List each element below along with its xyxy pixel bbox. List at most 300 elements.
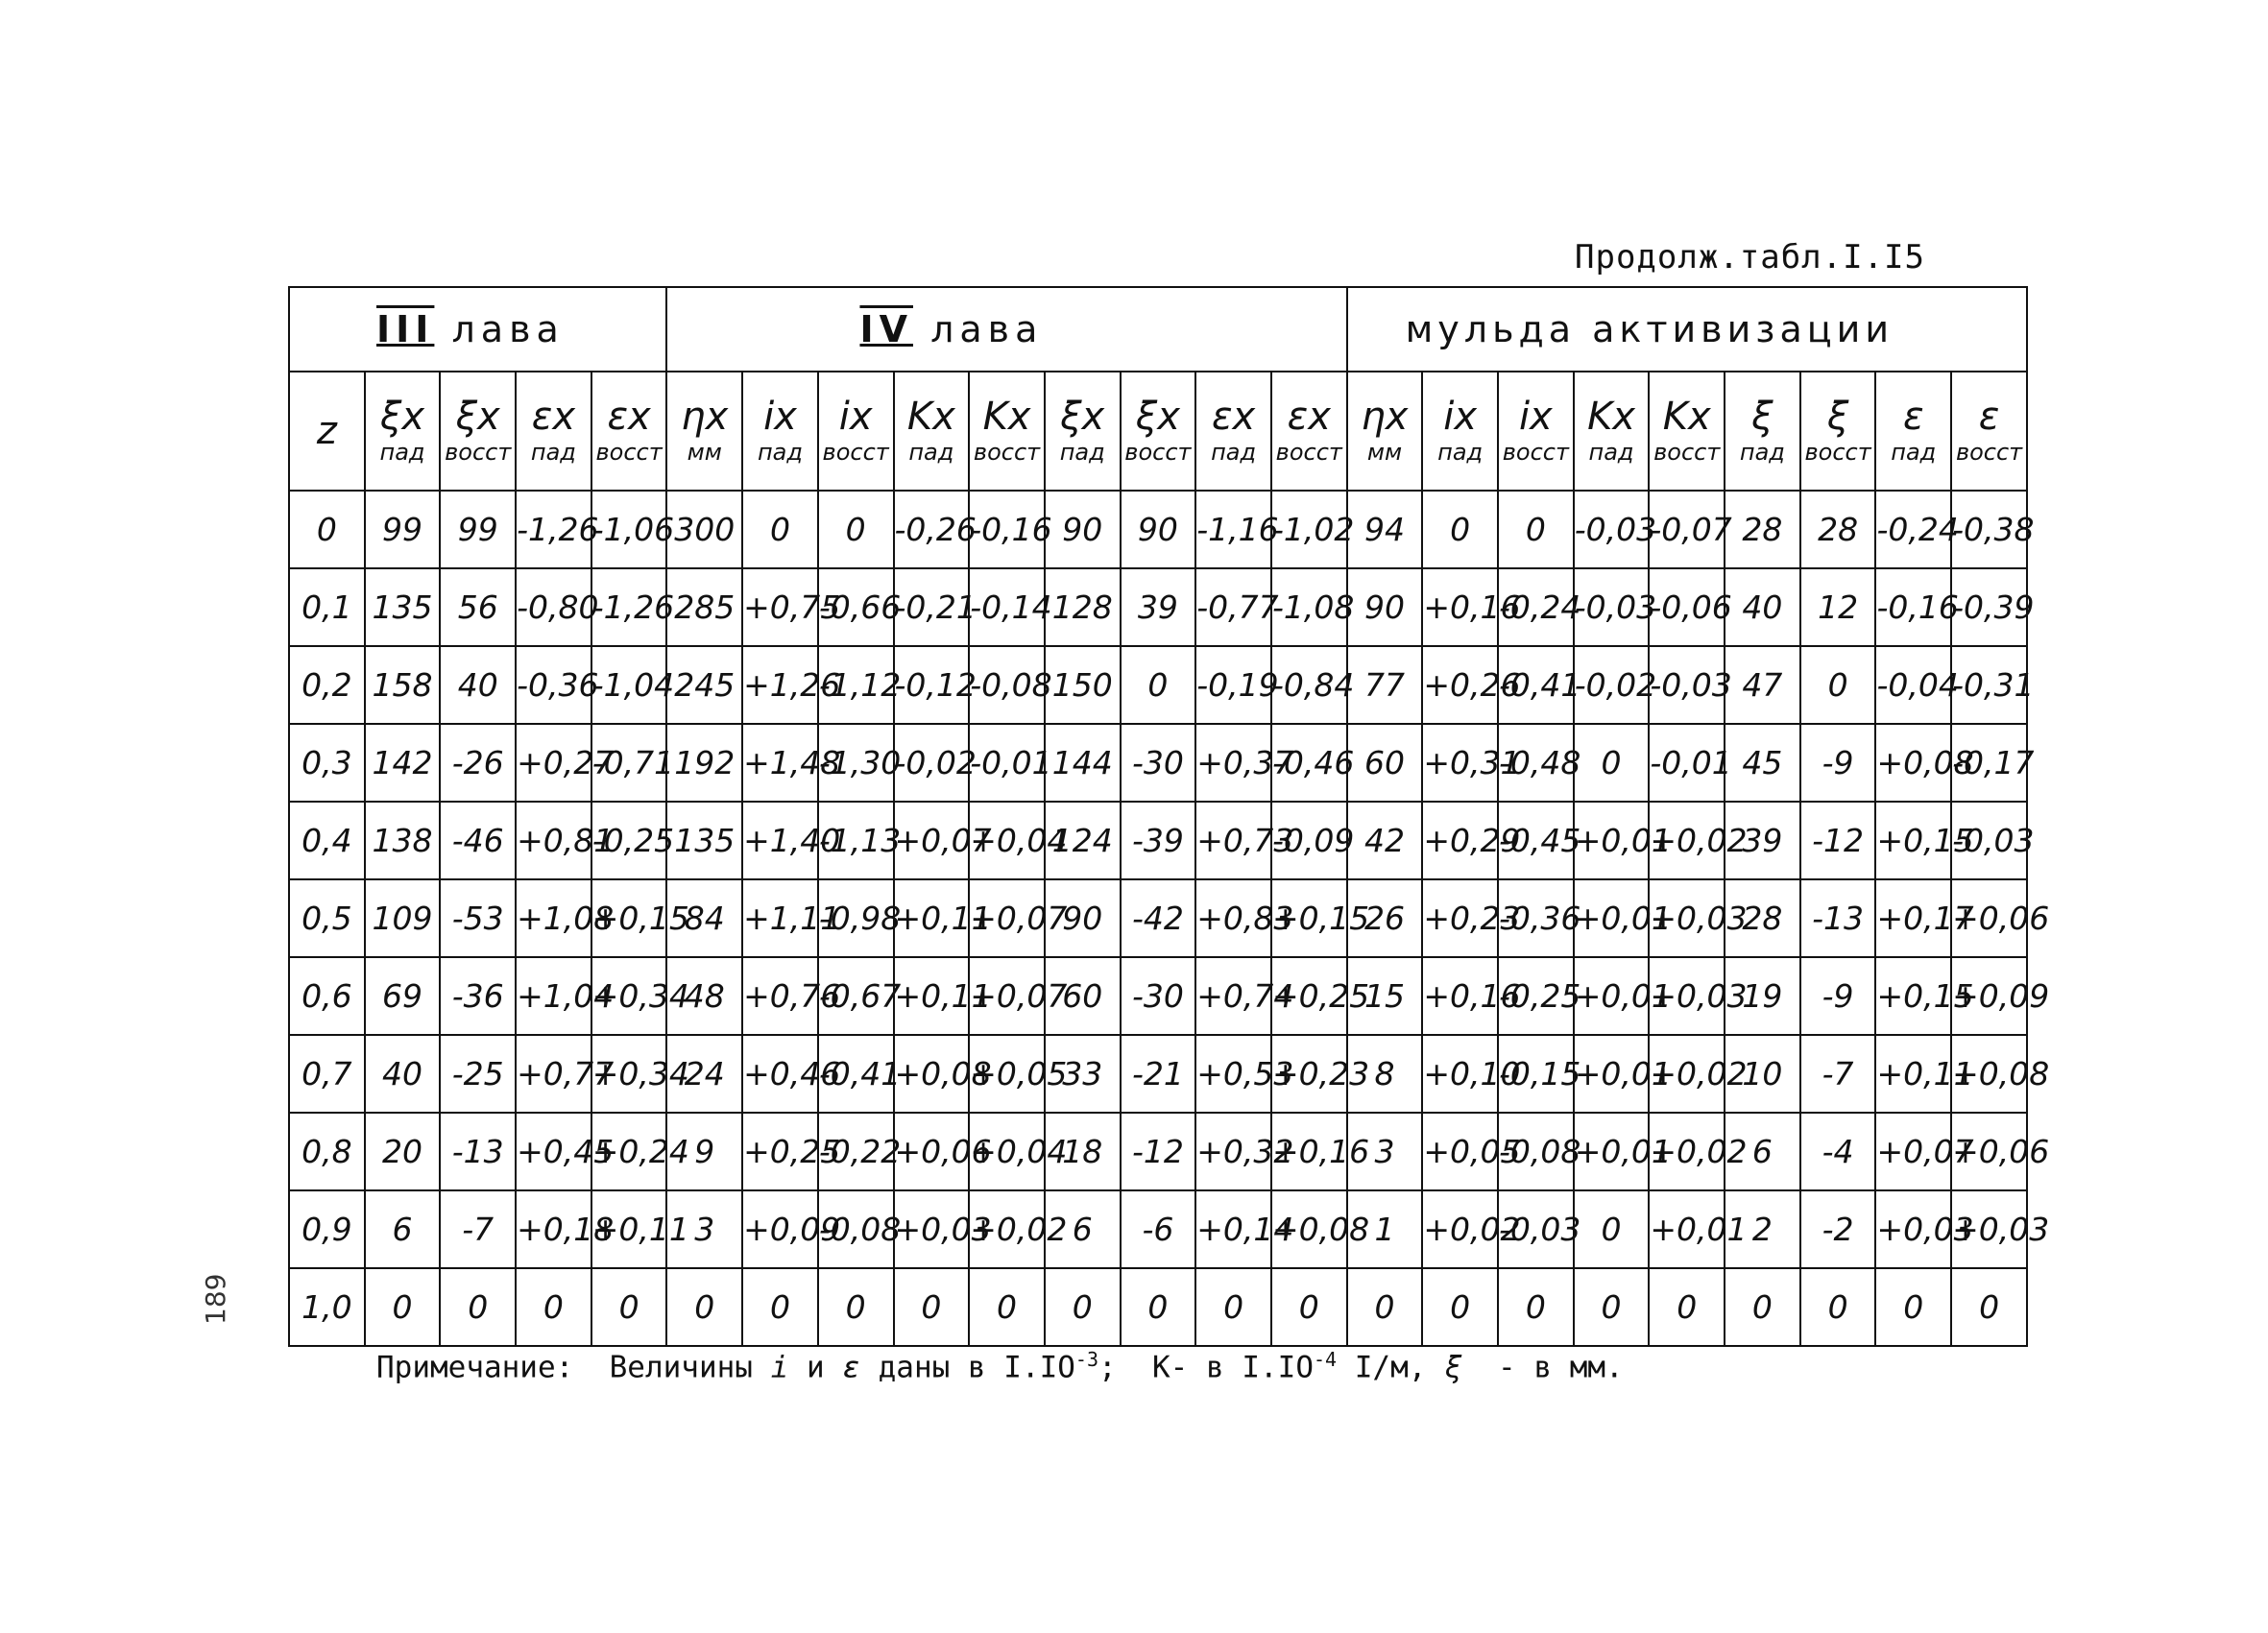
- table-cell: +0,07: [969, 879, 1045, 957]
- table-row: [289, 491, 2027, 568]
- column-symbol: Kx: [1587, 395, 1635, 439]
- table-cell: -36: [440, 957, 516, 1035]
- data-table: [288, 286, 2050, 1347]
- table-cell: +0,05: [1422, 1113, 1498, 1190]
- table-row: [289, 957, 2027, 1035]
- table-cell: +0,11: [591, 1190, 667, 1268]
- table-cell: +0,14: [1195, 1190, 1271, 1268]
- column-subscript: мм: [687, 439, 722, 466]
- column-header: [894, 372, 970, 491]
- table-cell: 150: [1045, 646, 1121, 724]
- table-cell: -0,04: [1875, 646, 1951, 724]
- table-cell: -0,22: [818, 1113, 894, 1190]
- table-cell: 0: [440, 1268, 516, 1346]
- table-cell: +0,53: [1195, 1035, 1271, 1113]
- table-cell: 24: [666, 1035, 742, 1113]
- table-cell: -30: [1121, 724, 1196, 802]
- table-cell: +0,04: [969, 1113, 1045, 1190]
- column-symbol: εx: [1287, 395, 1331, 439]
- table-cell: +0,24: [591, 1113, 667, 1190]
- table-cell: +0,01: [1574, 802, 1650, 879]
- column-symbol: ξ: [1826, 395, 1849, 439]
- column-symbol: z: [316, 409, 337, 453]
- table-row: [289, 802, 2027, 879]
- table-cell: -0,02: [894, 724, 970, 802]
- table-cell: 0: [1271, 1268, 1347, 1346]
- row-z-value: 0,2: [289, 646, 365, 724]
- column-subscript: восст: [1502, 439, 1569, 466]
- table-cell: -0,08: [969, 646, 1045, 724]
- table-cell: -0,45: [1498, 802, 1574, 879]
- table-cell: 0: [666, 1268, 742, 1346]
- table-cell: -12: [1121, 1113, 1196, 1190]
- table-cell: 90: [1121, 491, 1196, 568]
- column-subscript: восст: [1653, 439, 1721, 466]
- table-cell: +1,48: [742, 724, 818, 802]
- table-cell: 6: [365, 1190, 441, 1268]
- table-cell: -0,19: [1195, 646, 1271, 724]
- table-cell: -0,24: [1498, 568, 1574, 646]
- column-symbol: ξx: [455, 395, 500, 439]
- table-cell: +0,11: [894, 879, 970, 957]
- table-cell: 99: [365, 491, 441, 568]
- table-cell: 0: [894, 1268, 970, 1346]
- table-cell: +0,46: [742, 1035, 818, 1113]
- table-cell: +0,02: [1649, 1113, 1725, 1190]
- column-header: [818, 372, 894, 491]
- table-cell: -0,26: [894, 491, 970, 568]
- table-cell: 0: [1498, 1268, 1574, 1346]
- table-cell: 0: [1121, 646, 1196, 724]
- column-header: [1422, 372, 1498, 491]
- table-cell: -0,38: [1951, 491, 2027, 568]
- table-cell: +0,06: [1951, 879, 2027, 957]
- column-symbol: Kx: [982, 395, 1031, 439]
- column-header: [742, 372, 818, 491]
- row-z-value: 0,6: [289, 957, 365, 1035]
- table-cell: +0,34: [591, 957, 667, 1035]
- table-cell: -0,41: [818, 1035, 894, 1113]
- table-cell: -0,15: [1498, 1035, 1574, 1113]
- column-symbol: ξ: [1751, 395, 1773, 439]
- table-cell: -7: [1800, 1035, 1876, 1113]
- table-cell: 0: [1649, 1268, 1725, 1346]
- table-cell: -1,16: [1195, 491, 1271, 568]
- column-symbol: ix: [1443, 395, 1478, 439]
- table-cell: 28: [1800, 491, 1876, 568]
- table-cell: +0,81: [516, 802, 591, 879]
- table-cell: -0,24: [1875, 491, 1951, 568]
- column-header: [1649, 372, 1725, 491]
- table-cell: -1,30: [818, 724, 894, 802]
- table-cell: 0: [742, 491, 818, 568]
- table-cell: +0,03: [1649, 957, 1725, 1035]
- table-cell: -0,01: [969, 724, 1045, 802]
- table-cell: 77: [1347, 646, 1423, 724]
- table-cell: 9: [666, 1113, 742, 1190]
- table-cell: 0: [1045, 1268, 1121, 1346]
- table-cell: 192: [666, 724, 742, 802]
- column-subscript: восст: [1804, 439, 1871, 466]
- group-label: мульда активизации: [1405, 308, 1894, 350]
- table-cell: 124: [1045, 802, 1121, 879]
- table-body: [289, 491, 2050, 1346]
- column-header: [1045, 372, 1121, 491]
- table-cell: 142: [365, 724, 441, 802]
- group-header-activation-trough: [1347, 287, 2027, 372]
- table-cell: +1,40: [742, 802, 818, 879]
- table-cell: 0: [1800, 646, 1876, 724]
- table-cell: 109: [365, 879, 441, 957]
- table-cell: +0,15: [591, 879, 667, 957]
- table-cell: 245: [666, 646, 742, 724]
- table-cell: -9: [1800, 724, 1876, 802]
- column-symbol: ηx: [1361, 395, 1409, 439]
- table-cell: -0,08: [1498, 1113, 1574, 1190]
- column-header: [1195, 372, 1271, 491]
- table-cell: 0: [516, 1268, 591, 1346]
- column-subscript: восст: [1275, 439, 1342, 466]
- table-cell: 0: [1725, 1268, 1800, 1346]
- table-cell: +0,05: [969, 1035, 1045, 1113]
- column-symbol: ηx: [681, 395, 729, 439]
- column-subscript: пад: [1059, 439, 1105, 466]
- column-symbol: εx: [1211, 395, 1256, 439]
- table-cell: +0,73: [1195, 802, 1271, 879]
- column-header-row: [289, 372, 2027, 491]
- table-cell: -0,17: [1951, 724, 2027, 802]
- table-cell: 69: [365, 957, 441, 1035]
- table-cell: +0,09: [742, 1190, 818, 1268]
- table-cell: +0,74: [1195, 957, 1271, 1035]
- column-symbol: ix: [763, 395, 797, 439]
- row-z-value: 1,0: [289, 1268, 365, 1346]
- table-cell: 39: [1725, 802, 1800, 879]
- table-cell: 0: [1800, 1268, 1876, 1346]
- table-cell: 33: [1045, 1035, 1121, 1113]
- column-symbol: Kx: [1662, 395, 1711, 439]
- table-cell: 300: [666, 491, 742, 568]
- table-cell: +0,16: [1422, 957, 1498, 1035]
- column-symbol: εx: [531, 395, 576, 439]
- table-row: [289, 724, 2027, 802]
- table-cell: -25: [440, 1035, 516, 1113]
- column-subscript: мм: [1366, 439, 1403, 466]
- table-cell: 39: [1121, 568, 1196, 646]
- table-cell: +0,06: [894, 1113, 970, 1190]
- table-cell: +0,02: [969, 1190, 1045, 1268]
- table-cell: 0: [818, 491, 894, 568]
- table-row: [289, 879, 2027, 957]
- group-header-lava-4: [666, 287, 1346, 372]
- table-cell: -0,06: [1649, 568, 1725, 646]
- table-cell: -53: [440, 879, 516, 957]
- table-cell: +0,11: [1875, 1035, 1951, 1113]
- table-cell: 1: [1347, 1190, 1423, 1268]
- table-cell: -7: [440, 1190, 516, 1268]
- row-z-value: 0,5: [289, 879, 365, 957]
- table-cell: 20: [365, 1113, 441, 1190]
- group-label: лава: [930, 308, 1044, 350]
- table-cell: +0,45: [516, 1113, 591, 1190]
- table-cell: 8: [1347, 1035, 1423, 1113]
- table-cell: +0,17: [1875, 879, 1951, 957]
- table-cell: +0,10: [1422, 1035, 1498, 1113]
- table-row: [289, 1268, 2027, 1346]
- table-cell: -0,25: [591, 802, 667, 879]
- note-part2: ; K- в I.IO: [1098, 1350, 1314, 1385]
- table-cell: +0,26: [1422, 646, 1498, 724]
- column-subscript: пад: [379, 439, 425, 466]
- table-row: [289, 1190, 2027, 1268]
- table-cell: 48: [666, 957, 742, 1035]
- table-cell: -0,03: [1574, 568, 1650, 646]
- table-cell: -6: [1121, 1190, 1196, 1268]
- table-cell: -1,04: [591, 646, 667, 724]
- column-subscript: пад: [1739, 439, 1785, 466]
- table-cell: +0,37: [1195, 724, 1271, 802]
- table-cell: +0,08: [1875, 724, 1951, 802]
- table-cell: +0,06: [1951, 1113, 2027, 1190]
- table-cell: +0,01: [1574, 879, 1650, 957]
- column-header: [365, 372, 441, 491]
- table-cell: -0,36: [516, 646, 591, 724]
- table-cell: +0,03: [1951, 1190, 2027, 1268]
- table-cell: 40: [365, 1035, 441, 1113]
- table-cell: -0,09: [1271, 802, 1347, 879]
- column-header: [969, 372, 1045, 491]
- note-prefix: Примечание: Величины: [376, 1350, 771, 1385]
- table-cell: +0,03: [894, 1190, 970, 1268]
- table-cell: 138: [365, 802, 441, 879]
- table-cell: +0,76: [742, 957, 818, 1035]
- table-cell: -13: [440, 1113, 516, 1190]
- table-cell: 0: [1951, 1268, 2027, 1346]
- column-header: [1875, 372, 1951, 491]
- table-cell: 40: [1725, 568, 1800, 646]
- table-cell: -0,14: [969, 568, 1045, 646]
- table-cell: 19: [1725, 957, 1800, 1035]
- table-cell: -26: [440, 724, 516, 802]
- column-subscript: пад: [908, 439, 954, 466]
- table-cell: -1,26: [516, 491, 591, 568]
- table-cell: +0,16: [1422, 568, 1498, 646]
- table-cell: +1,26: [742, 646, 818, 724]
- table-cell: -39: [1121, 802, 1196, 879]
- table-cell: -42: [1121, 879, 1196, 957]
- table-cell: -0,36: [1498, 879, 1574, 957]
- table-row: [289, 1035, 2027, 1113]
- column-header: [1951, 372, 2027, 491]
- table-cell: -0,16: [1875, 568, 1951, 646]
- group-header-row: [289, 287, 2027, 372]
- column-subscript: восст: [973, 439, 1041, 466]
- column-header: [440, 372, 516, 491]
- table-cell: +1,08: [516, 879, 591, 957]
- column-header: [591, 372, 667, 491]
- table-cell: +0,23: [1271, 1035, 1347, 1113]
- column-subscript: пад: [1891, 439, 1937, 466]
- table-cell: 94: [1347, 491, 1423, 568]
- table-cell: -0,03: [1574, 491, 1650, 568]
- column-symbol: ix: [838, 395, 873, 439]
- table-cell: +0,08: [1951, 1035, 2027, 1113]
- table-note: [376, 1348, 1624, 1384]
- table-cell: 6: [1045, 1190, 1121, 1268]
- table-cell: +0,03: [1875, 1190, 1951, 1268]
- table-cell: 0: [1422, 1268, 1498, 1346]
- table-cell: 42: [1347, 802, 1423, 879]
- table-cell: +0,02: [1422, 1190, 1498, 1268]
- table-cell: -0,66: [818, 568, 894, 646]
- note-symbol-i: i: [770, 1350, 789, 1385]
- table-cell: -0,39: [1951, 568, 2027, 646]
- row-z-value: 0,9: [289, 1190, 365, 1268]
- group-numeral: IV: [859, 308, 913, 350]
- group-label: лава: [451, 308, 565, 350]
- table-cell: 60: [1347, 724, 1423, 802]
- table-cell: 135: [365, 568, 441, 646]
- column-subscript: пад: [1211, 439, 1257, 466]
- table-cell: -13: [1800, 879, 1876, 957]
- table-cell: 0: [1121, 1268, 1196, 1346]
- table-cell: 26: [1347, 879, 1423, 957]
- table-cell: -0,08: [818, 1190, 894, 1268]
- table-cell: -0,80: [516, 568, 591, 646]
- table-cell: -0,25: [1498, 957, 1574, 1035]
- table-cell: +0,27: [516, 724, 591, 802]
- table-row: [289, 1113, 2027, 1190]
- table-cell: 84: [666, 879, 742, 957]
- table-row: [289, 568, 2027, 646]
- table-cell: 6: [1725, 1113, 1800, 1190]
- group-header-lava-3: [289, 287, 666, 372]
- table-cell: 60: [1045, 957, 1121, 1035]
- table-cell: 0: [1347, 1268, 1423, 1346]
- table-cell: 285: [666, 568, 742, 646]
- table-cell: +0,29: [1422, 802, 1498, 879]
- group-numeral: III: [376, 308, 435, 350]
- column-header: [516, 372, 591, 491]
- table-cell: +0,25: [742, 1113, 818, 1190]
- column-symbol: ix: [1518, 395, 1553, 439]
- table-cell: +0,25: [1271, 957, 1347, 1035]
- column-header: [1725, 372, 1800, 491]
- row-z-value: 0,3: [289, 724, 365, 802]
- table-cell: -0,46: [1271, 724, 1347, 802]
- table-cell: 0: [1574, 724, 1650, 802]
- table-cell: 144: [1045, 724, 1121, 802]
- note-part1: даны в I.IO: [859, 1350, 1075, 1385]
- table-cell: +0,08: [1271, 1190, 1347, 1268]
- column-subscript: восст: [595, 439, 663, 466]
- table-cell: -0,03: [1498, 1190, 1574, 1268]
- table-cell: -0,16: [969, 491, 1045, 568]
- note-symbol-epsilon: ε: [842, 1350, 860, 1385]
- table-cell: +0,34: [591, 1035, 667, 1113]
- column-subscript: восст: [1955, 439, 2023, 466]
- table-cell: +0,07: [1875, 1113, 1951, 1190]
- table-cell: -9: [1800, 957, 1876, 1035]
- table-cell: 0: [1875, 1268, 1951, 1346]
- table-cell: -46: [440, 802, 516, 879]
- table-cell: 12: [1800, 568, 1876, 646]
- table-cell: +0,15: [1875, 802, 1951, 879]
- table-cell: 99: [440, 491, 516, 568]
- column-header: [1574, 372, 1650, 491]
- table-cell: +0,01: [1574, 1035, 1650, 1113]
- table-cell: 28: [1725, 879, 1800, 957]
- table-cell: 128: [1045, 568, 1121, 646]
- table-cell: -0,98: [818, 879, 894, 957]
- table-cell: -21: [1121, 1035, 1196, 1113]
- table-cell: -30: [1121, 957, 1196, 1035]
- table-cell: 90: [1045, 879, 1121, 957]
- table-cell: +0,09: [1951, 957, 2027, 1035]
- row-z-value: 0,8: [289, 1113, 365, 1190]
- note-exponent-1: -3: [1074, 1348, 1099, 1371]
- table-cell: -0,03: [1951, 802, 2027, 879]
- column-symbol: ε: [1902, 395, 1924, 439]
- table-cell: +0,08: [894, 1035, 970, 1113]
- column-symbol: ξx: [380, 395, 425, 439]
- table-cell: -1,06: [591, 491, 667, 568]
- column-header: [1498, 372, 1574, 491]
- table-cell: +0,15: [1875, 957, 1951, 1035]
- table-cell: 18: [1045, 1113, 1121, 1190]
- table-cell: +0,83: [1195, 879, 1271, 957]
- table-cell: -0,67: [818, 957, 894, 1035]
- table-cell: 0: [818, 1268, 894, 1346]
- table-cell: 56: [440, 568, 516, 646]
- table-cell: +0,32: [1195, 1113, 1271, 1190]
- column-symbol: εx: [607, 395, 651, 439]
- column-symbol: ε: [1978, 395, 2000, 439]
- column-symbol: ξx: [1060, 395, 1105, 439]
- table-cell: -12: [1800, 802, 1876, 879]
- table-cell: +0,15: [1271, 879, 1347, 957]
- column-subscript: пад: [530, 439, 576, 466]
- row-z-value: 0: [289, 491, 365, 568]
- table-cell: -1,26: [591, 568, 667, 646]
- table-cell: -0,12: [894, 646, 970, 724]
- table-cell: 10: [1725, 1035, 1800, 1113]
- table-cell: 90: [1347, 568, 1423, 646]
- table-cell: 2: [1725, 1190, 1800, 1268]
- table-cell: 135: [666, 802, 742, 879]
- note-part3: I/м,: [1337, 1350, 1445, 1385]
- column-subscript: восст: [445, 439, 512, 466]
- table-cell: +1,04: [516, 957, 591, 1035]
- table-cell: 0: [1574, 1190, 1650, 1268]
- table-cell: 40: [440, 646, 516, 724]
- table-cell: 0: [365, 1268, 441, 1346]
- column-header: [289, 372, 365, 491]
- table-cell: 3: [1347, 1113, 1423, 1190]
- column-header: [1271, 372, 1347, 491]
- table-cell: -0,31: [1951, 646, 2027, 724]
- table-cell: +0,03: [1649, 879, 1725, 957]
- table-cell: -1,02: [1271, 491, 1347, 568]
- table-cell: -0,03: [1649, 646, 1725, 724]
- table-cell: 90: [1045, 491, 1121, 568]
- column-symbol: ξx: [1135, 395, 1180, 439]
- table-cell: +0,16: [1271, 1113, 1347, 1190]
- column-subscript: пад: [1437, 439, 1484, 466]
- table-cell: 0: [591, 1268, 667, 1346]
- column-symbol: Kx: [906, 395, 955, 439]
- table-cell: 0: [969, 1268, 1045, 1346]
